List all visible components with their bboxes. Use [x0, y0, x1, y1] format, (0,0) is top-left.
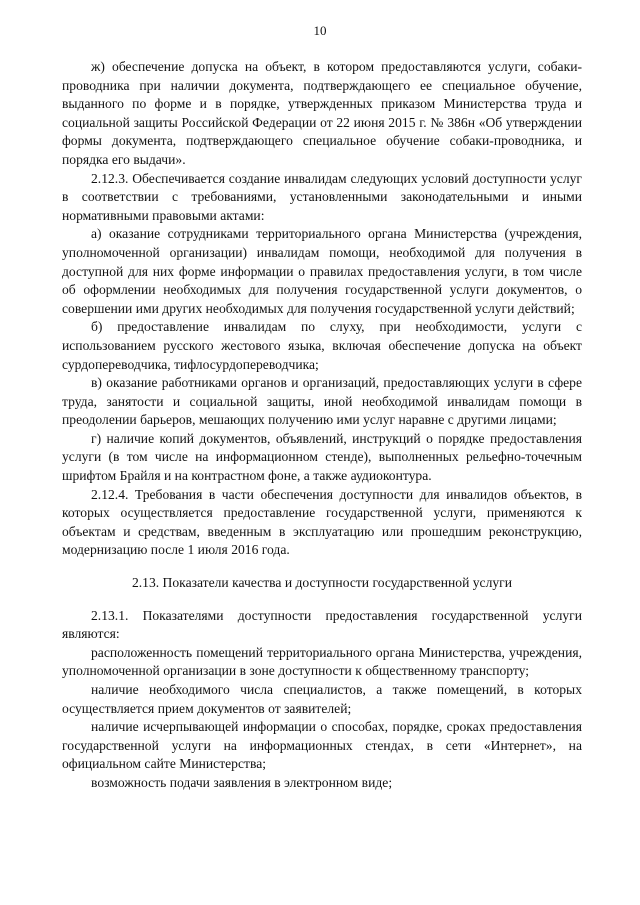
- paragraph-v-barrier-help: в) оказание работниками органов и организаций, предоставляющих услуги в сфере труда, занятости и социальной защиты, иной необходимой инвалидам помощи в преодолении барьеров, мешающих получению ими услуг наравне с другими лицами;: [62, 375, 582, 428]
- paragraph-2-13-1: 2.13.1. Показателями доступности предоставления государственной услуги являются:: [62, 607, 582, 642]
- document-body: [62, 58, 582, 793]
- paragraph-electronic-filing: возможность подачи заявления в электронном виде;: [91, 774, 393, 790]
- section-heading-2-13: 2.13. Показатели качества и доступности государственной услуги: [131, 575, 513, 591]
- paragraph-2-12-4: 2.12.4. Требования в части обеспечения доступности для инвалидов объектов, в которых осуществляется предоставление государственной услуги, применяются к объектам и средствам, введенным в эксплуатацию или прошедшим реконструкцию, модернизацию после 1 июля 2016 года.: [62, 486, 582, 558]
- paragraph-a-assistance: а) оказание сотрудниками территориального органа Министерства (учреждения, уполномоченной организации) инвалидам помощи, необходимой для получения в доступной для них форме информации о правилах предоставления услуги, в том числе об оформлении необходимых для получения государственной услуги документов, о совершении ими других необходимых для получения государственной услуги действий;: [62, 226, 582, 316]
- paragraph-g-braille: г) наличие копий документов, объявлений, инструкций о порядке предоставления услуги (в том числе на информационном стенде), выполненных рельефно-точечным шрифтом Брайля и на контрастном фоне, а также аудиоконтура.: [62, 430, 582, 484]
- paragraph-b-sign-language: б) предоставление инвалидам по слуху, при необходимости, услуги с использованием русского жестового языка, включая обеспечение допуска на объект сурдопереводчика, тифлосурдопереводчика;: [62, 319, 582, 372]
- paragraph-specialists: наличие необходимого числа специалистов, а также помещений, в которых осуществляется прием документов от заявителей;: [62, 682, 582, 716]
- paragraph-information: наличие исчерпывающей информации о способах, порядке, сроках предоставления государственной услуги на информационных стендах, в сети «Интернет», на официальном сайте Министерства;: [62, 719, 582, 772]
- paragraph-zh-guide-dog: ж) обеспечение допуска на объект, в котором предоставляются услуги, собаки-проводника при наличии документа, подтверждающего ее специальное обучение, выданного по форме и в порядке, утвержденных приказом Министерства труда и социальной защиты Российской Федерации от 22 июня 2015 г. № 386н «Об утверждении формы документа, подтверждающего специальное обучение собаки-проводника, и порядка его выдачи».: [62, 59, 582, 167]
- page-number: 10: [313, 23, 327, 38]
- paragraph-transport-access: расположенность помещений территориального органа Министерства, учреждения, уполномоченной организации в зоне доступности к общественному транспорту;: [62, 644, 582, 679]
- paragraph-2-12-3: 2.12.3. Обеспечивается создание инвалидам следующих условий доступности услуг в соответствии с требованиями, установленными законодательными и иными нормативными правовыми актами:: [62, 170, 582, 223]
